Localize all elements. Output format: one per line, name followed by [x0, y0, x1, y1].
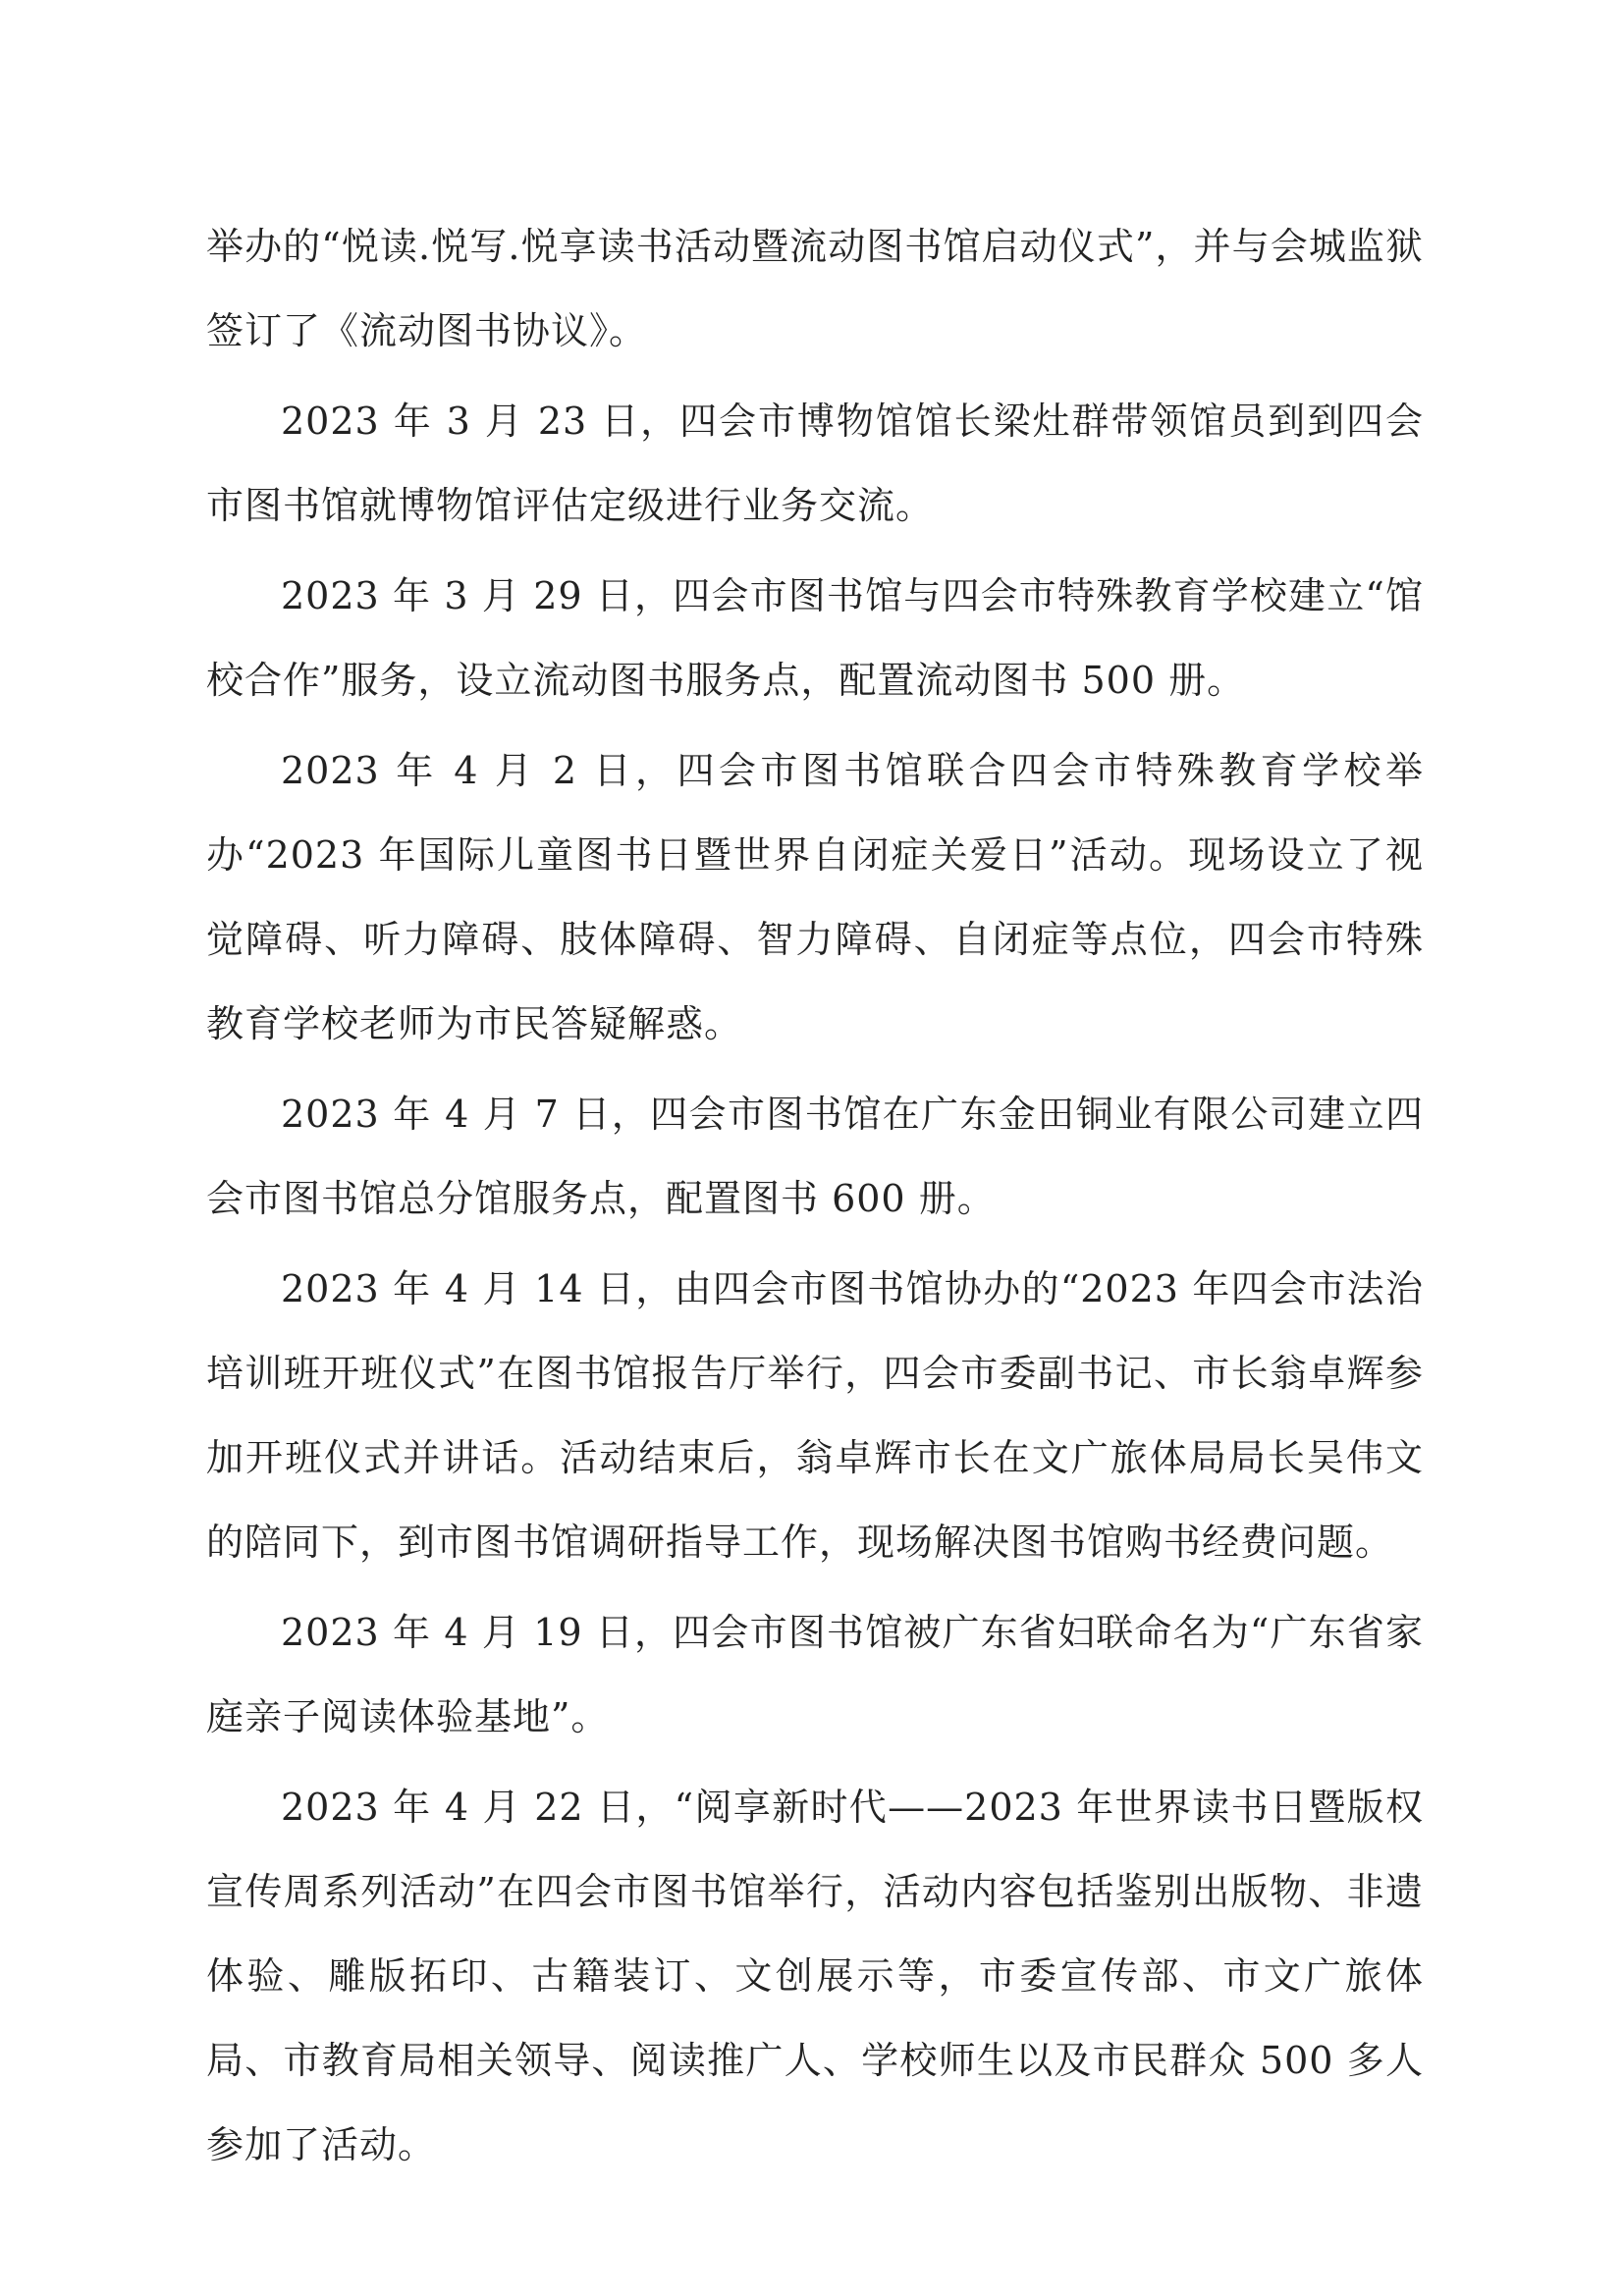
- paragraph-entry: 2023 年 4 月 7 日，四会市图书馆在广东金田铜业有限公司建立四会市图书馆总分馆服务点，配置图书 600 册。: [206, 1093, 1424, 1220]
- paragraph-entry: 2023 年 4 月 2 日，四会市图书馆联合四会市特殊教育学校举办“2023 年国际儿童图书日暨世界自闭症关爱日”活动。现场设立了视觉障碍、听力障碍、肢体障碍、智力障碍、自闭症等点位，四会市特殊教育学校老师为市民答疑解惑。: [206, 749, 1424, 1045]
- document-body: [206, 204, 1424, 2193]
- paragraph-entry: 2023 年 4 月 22 日，“阅享新时代——2023 年世界读书日暨版权宣传周系列活动”在四会市图书馆举行，活动内容包括鉴别出版物、非遗体验、雕版拓印、古籍装订、文创展示等，市委宣传部、市文广旅体局、市教育局相关领导、阅读推广人、学校师生以及市民群众 500 多人参加了活动。: [206, 1786, 1424, 2166]
- paragraph-entry: 2023 年 3 月 23 日，四会市博物馆馆长梁灶群带领馆员到到四会市图书馆就博物馆评估定级进行业务交流。: [206, 400, 1424, 527]
- paragraph-continuation: 举办的“悦读.悦写.悦享读书活动暨流动图书馆启动仪式”，并与会城监狱签订了《流动图书协议》。: [206, 225, 1424, 352]
- paragraph-entry: 2023 年 3 月 29 日，四会市图书馆与四会市特殊教育学校建立“馆校合作”服务，设立流动图书服务点，配置流动图书 500 册。: [206, 574, 1424, 702]
- paragraph-entry: 2023 年 4 月 14 日，由四会市图书馆协办的“2023 年四会市法治培训班开班仪式”在图书馆报告厅举行，四会市委副书记、市长翁卓辉参加开班仪式并讲话。活动结束后，翁卓辉市长在文广旅体局局长吴伟文的陪同下，到市图书馆调研指导工作，现场解决图书馆购书经费问题。: [206, 1267, 1424, 1564]
- paragraph-entry: 2023 年 4 月 19 日，四会市图书馆被广东省妇联命名为“广东省家庭亲子阅读体验基地”。: [206, 1611, 1424, 1738]
